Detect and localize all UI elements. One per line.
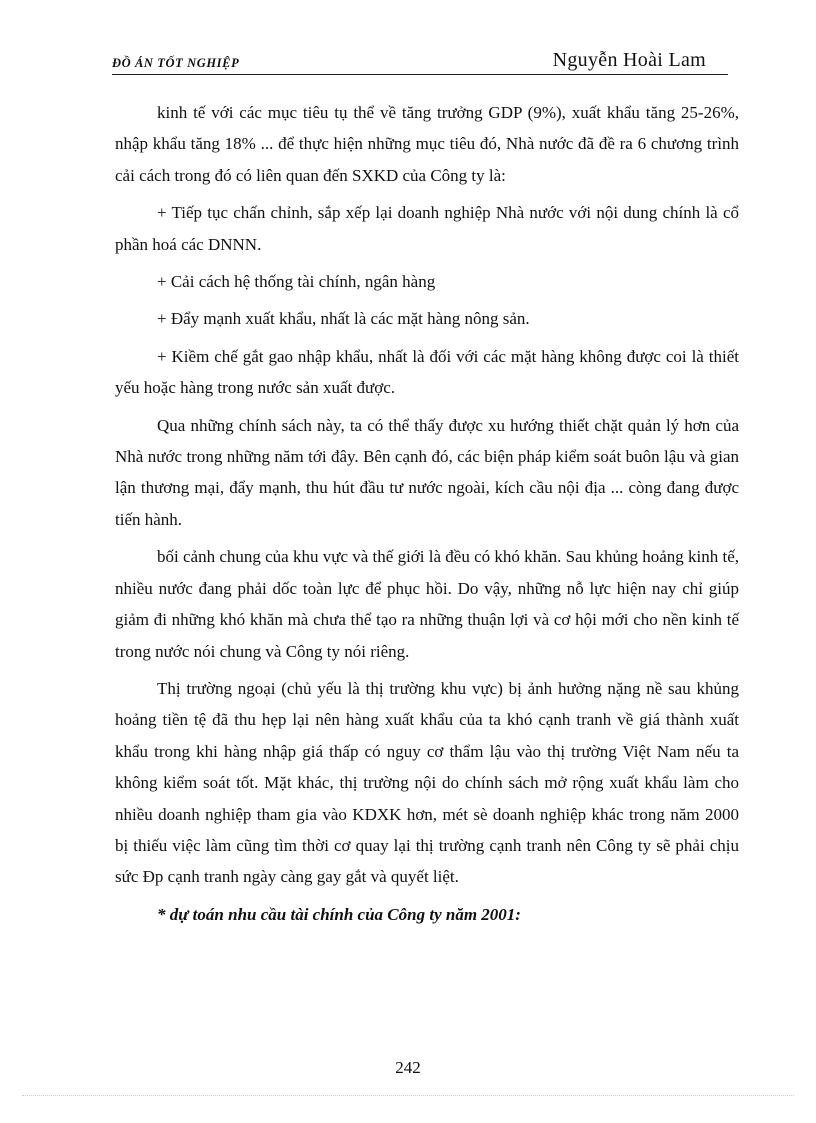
list-item-restructure-soe: + Tiếp tục chấn chỉnh, sắp xếp lại doanh nghiệp Nhà nước với nội dung chính là cổ phần hoá các DNNN. [115, 203, 739, 254]
document-body [115, 97, 739, 930]
list-item-export-promotion: + Đẩy mạnh xuất khẩu, nhất là các mặt hàng nông sản. [157, 309, 530, 329]
paragraph-market-competition: Thị trường ngoại (chủ yếu là thị trường khu vực) bị ảnh hưởng nặng nề sau khủng hoảng tiền tệ đã thu hẹp lại nên hàng xuất khẩu của ta khó cạnh tranh về giá thành xuất khẩu trong khi hàng nhập giá thấp có nguy cơ thẩm lậu vào thị trường Việt Nam nếu ta không kiểm soát tốt. Mặt khác, thị trường nội do chính sách mở rộng xuất khẩu làm cho nhiều doanh nghiệp tham gia vào KDXK hơn, mét sè doanh nghiệp khác trong năm 2000 bị thiếu việc làm cũng tìm thời cơ quay lại thị trường cạnh tranh nên Công ty sẽ phải chịu sức Ðp cạnh tranh ngày càng gay gắt và quyết liệt. [115, 678, 739, 887]
section-heading: * dự toán nhu cầu tài chính của Công ty năm 2001: [157, 904, 521, 924]
header-document-type: ĐỒ ÁN TỐT NGHIỆP [112, 56, 240, 70]
header-author-name: Nguyễn Hoài Lam [552, 49, 706, 71]
list-item-import-control: + Kiềm chế gắt gao nhập khẩu, nhất là đối với các mặt hàng không được coi là thiết yếu hoặc hàng trong nước sản xuất được. [115, 346, 739, 398]
page-number: 242 [395, 1058, 421, 1077]
paragraph-policy-trend: Qua những chính sách này, ta có thể thấy được xu hướng thiết chặt quản lý hơn của Nhà nước trong những năm tới đây. Bên cạnh đó, các biện pháp kiểm soát buôn lậu và gian lận thương mại, đẩy mạnh, thu hút đầu tư nước ngoài, kích cầu nội địa ... còng đang được tiến hành. [115, 415, 739, 529]
page-bottom-rule [22, 1095, 794, 1096]
paragraph-regional-context: bối cảnh chung của khu vực và thế giới là đều có khó khăn. Sau khủng hoảng kinh tế, nhiều nước đang phải dốc toàn lực để phục hồi. Do vậy, những nỗ lực hiện nay chỉ giúp giảm đi những khó khăn mà chưa thể tạo ra những thuận lợi và cơ hội mới cho nền kinh tế trong nước nói chung và Công ty nói riêng. [115, 547, 739, 661]
paragraph-intro: kinh tế với các mục tiêu tụ thể về tăng trưởng GDP (9%), xuất khẩu tăng 25-26%, nhập khẩu tăng 18% ... để thực hiện những mục tiêu đó, Nhà nước đã đề ra 6 chương trình cải cách trong đó có liên quan đến SXKD của Công ty là: [115, 103, 739, 185]
list-item-finance-reform: + Cải cách hệ thống tài chính, ngân hàng [157, 272, 436, 292]
page-header [112, 48, 728, 75]
